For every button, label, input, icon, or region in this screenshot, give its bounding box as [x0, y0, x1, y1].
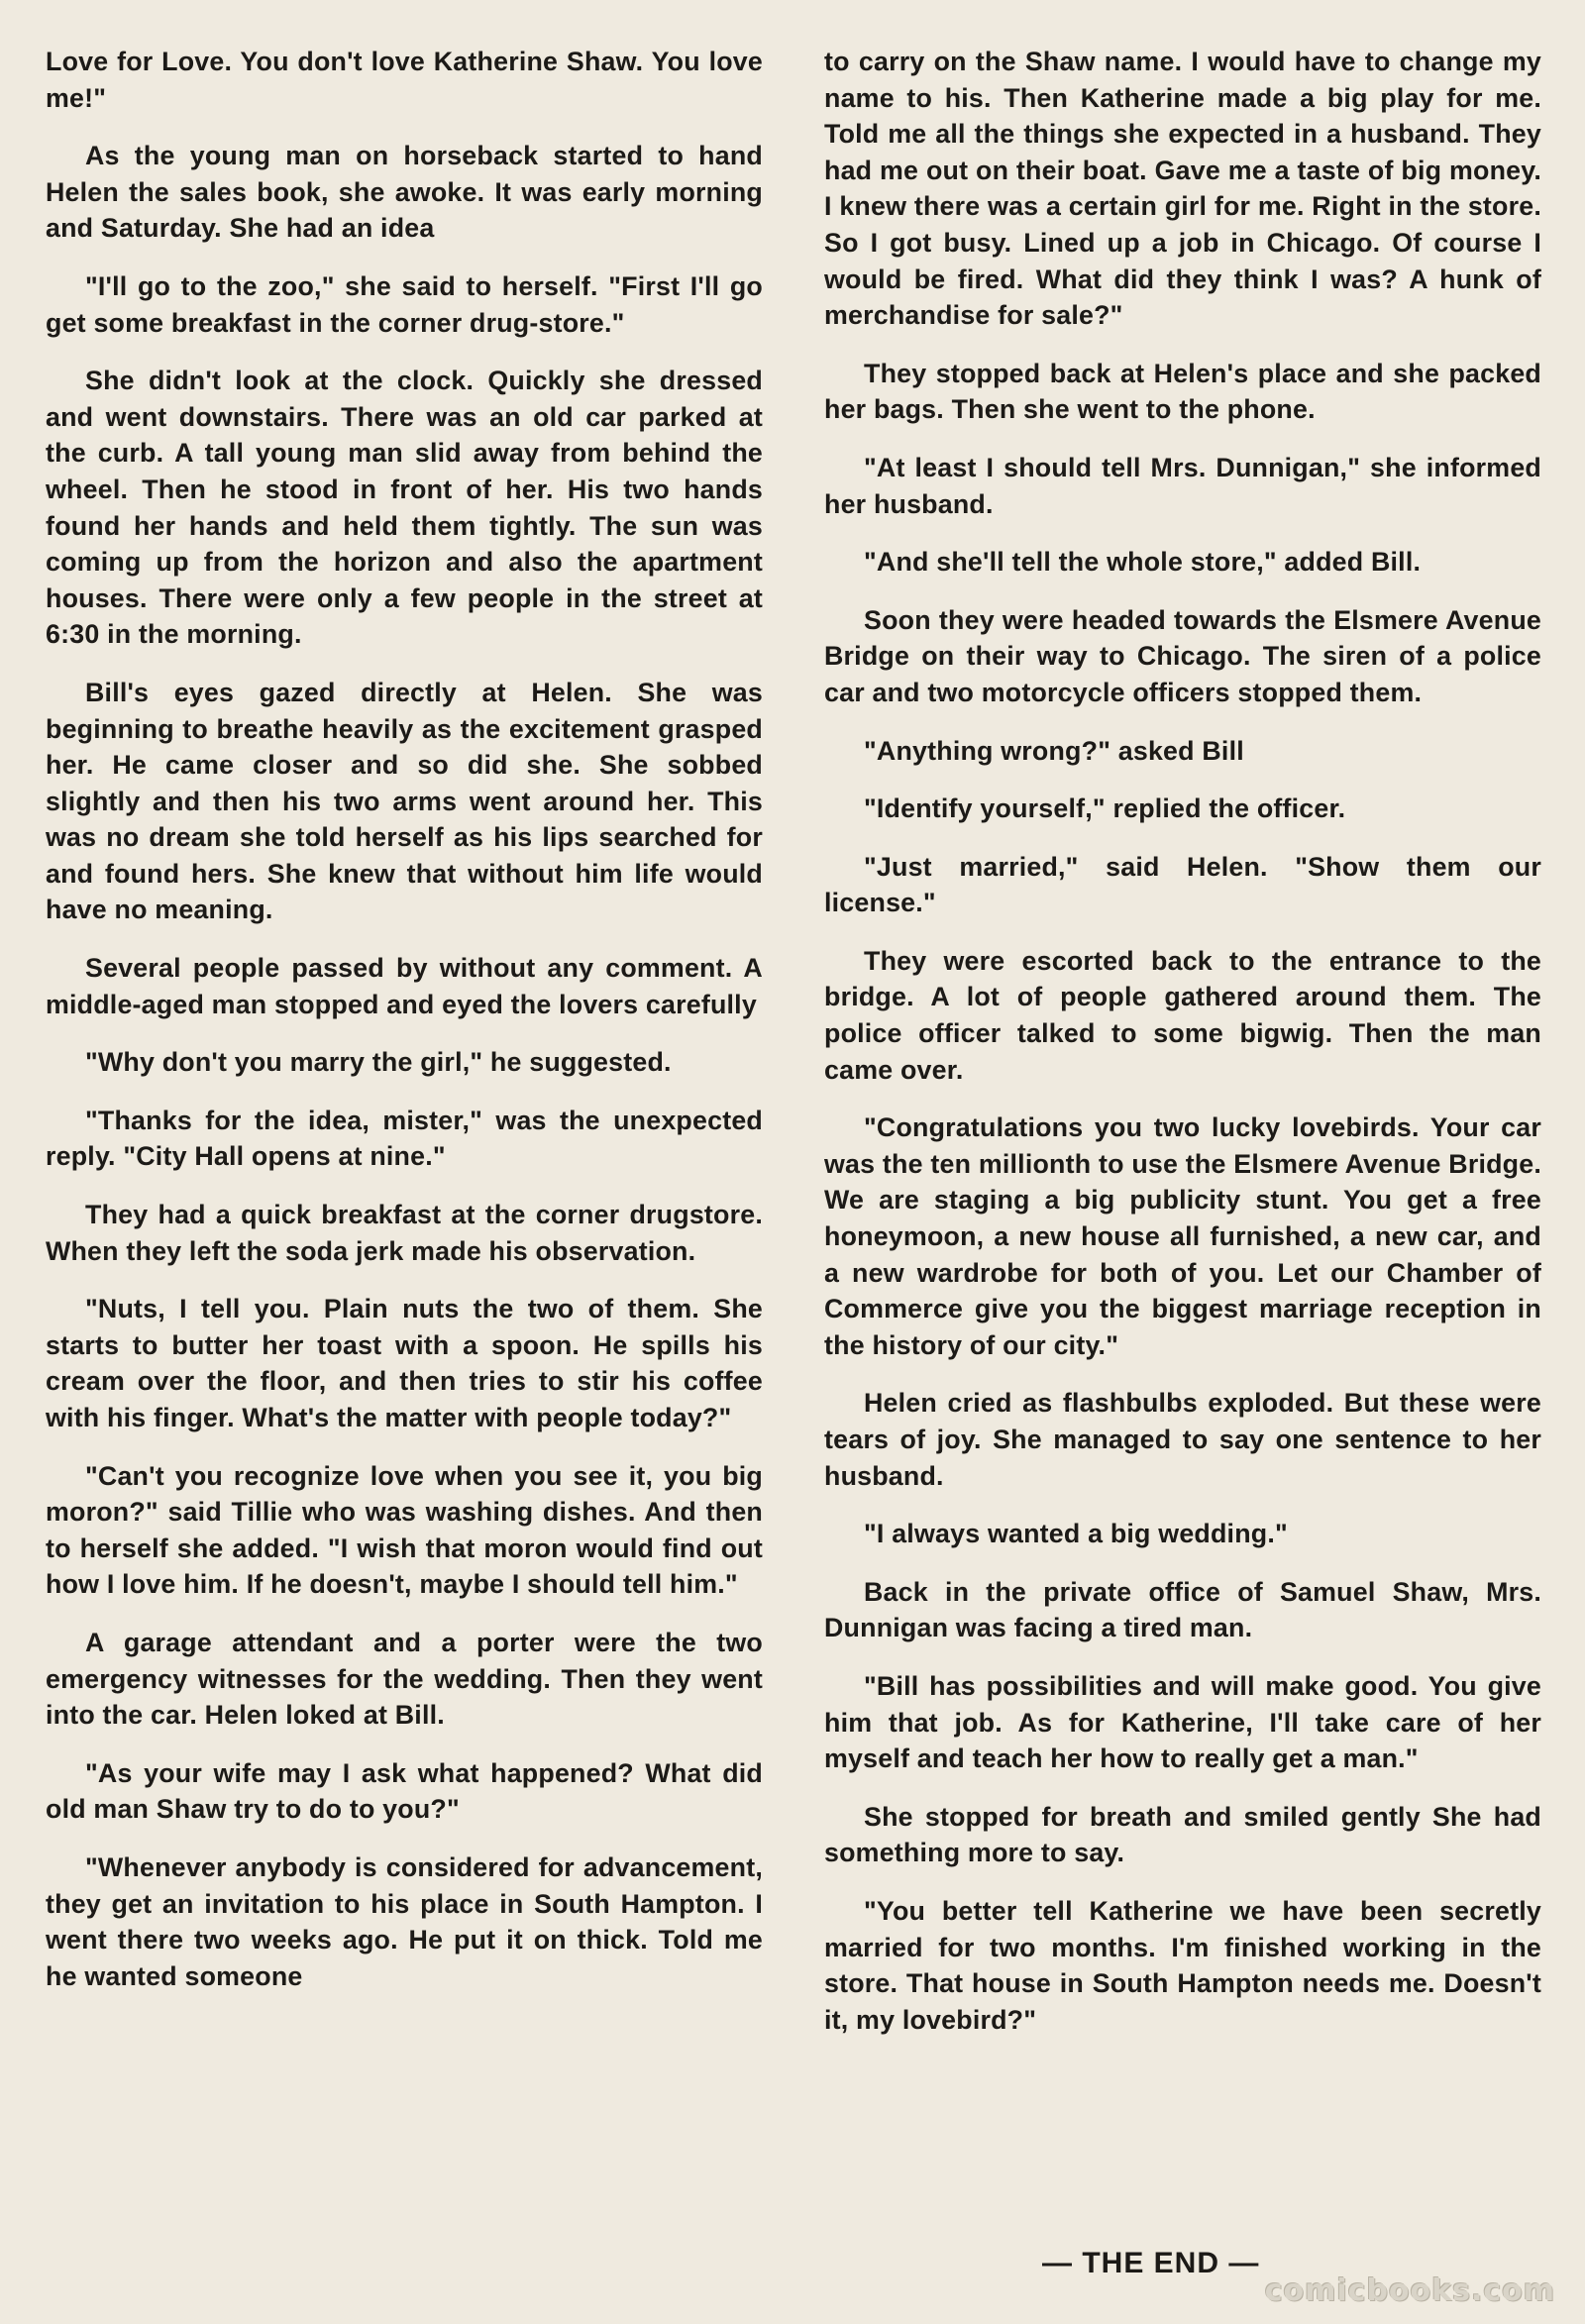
- paragraph: "Thanks for the idea, mister," was the unexpected reply. "City Hall opens at nine.": [46, 1105, 763, 1172]
- paragraph: They had a quick breakfast at the corner drugstore. When they left the soda jerk made his observation.: [46, 1200, 763, 1266]
- paragraph: "Can't you recognize love when you see it, you big moron?" said Tillie who was washing dishes. And then to herself she added. "I wish that moron would find out how I love him. If he doesn't, maybe I should tell him.": [46, 1460, 763, 1600]
- paragraph: "As your wife may I ask what happened? What did old man Shaw try to do to you?": [46, 1757, 763, 1825]
- paragraph: "I always wanted a big wedding.": [864, 1519, 1288, 1549]
- paragraph: Soon they were headed towards the Elsmere Avenue Bridge on their way to Chicago. The siren of a police car and two motorcycle officers stopped them.: [824, 604, 1541, 707]
- paragraph: Helen cried as flashbulbs exploded. But these were tears of joy. She managed to say one sentence to her husband.: [824, 1388, 1541, 1491]
- paragraph: Love for Love. You don't love Katherine Shaw. You love me!": [46, 47, 763, 113]
- paragraph: She didn't look at the clock. Quickly she dressed and went downstairs. There was an old car parked at the curb. A tall young man slid away from behind the wheel. Then he stood in front of her. His two hands found her hands and held them tightly. The sun was coming up from the horizon and also the apartment houses. There were only a few people in the street at 6:30 in the morning.: [46, 366, 763, 650]
- paragraph: "You better tell Katherine we have been secretly married for two months. I'm finished working in the store. That house in South Hampton needs me. Doesn't it, my lovebird?": [824, 1895, 1541, 2035]
- paragraph: Bill's eyes gazed directly at Helen. She was beginning to breathe heavily as the excitement grasped her. He came closer and so did she. She sobbed slightly and then his two arms went around her. This was no dream she told herself as his lips searched for and found hers. She knew that without him life would have no meaning.: [46, 677, 763, 925]
- paragraph: Back in the private office of Samuel Shaw, Mrs. Dunnigan was facing a tired man.: [824, 1576, 1541, 1643]
- paragraph: Several people passed by without any comment. A middle-aged man stopped and eyed the lovers carefully: [46, 953, 763, 1019]
- left-column: [46, 44, 763, 2016]
- paragraph: A garage attendant and a porter were the two emergency witnesses for the wedding. Then they went into the car. Helen loked at Bill.: [46, 1627, 763, 1731]
- paragraph: "Nuts, I tell you. Plain nuts the two of them. She starts to butter her toast with a spoon. He spills his cream over the floor, and then tries to stir his coffee with his finger. What's the matter with people today?": [46, 1294, 763, 1432]
- paragraph: "And she'll tell the whole store," added Bill.: [864, 547, 1422, 578]
- paragraph: "Why don't you marry the girl," he suggested.: [85, 1047, 672, 1078]
- paragraph: "Anything wrong?" asked Bill: [864, 735, 1244, 766]
- paragraph: "Identify yourself," replied the officer.: [864, 793, 1346, 824]
- the-end-marker: — THE END —: [1042, 2247, 1260, 2279]
- paragraph: They stopped back at Helen's place and she packed her bags. Then she went to the phone.: [824, 358, 1541, 425]
- paragraph: to carry on the Shaw name. I would have to change my name to his. Then Katherine made a big play for me. Told me all the things she expected in a husband. They had me out on their boat. Gave me a taste of big money. I knew there was a certain girl for me. Right in the store. So I got busy. Lined up a job in Chicago. Of course I would be fired. What did they think I was? A hunk of merchandise for sale?": [824, 47, 1541, 331]
- right-column: [824, 44, 1541, 2060]
- paragraph: They were escorted back to the entrance to the bridge. A lot of people gathered around them. The police officer talked to some bigwig. Then the man came over.: [824, 945, 1541, 1085]
- paragraph: "Whenever anybody is considered for advancement, they get an invitation to his place in South Hampton. I went there two weeks ago. He put it on thick. Told me he wanted someone: [46, 1851, 763, 1991]
- paragraph: "Just married," said Helen. "Show them our license.": [824, 851, 1541, 918]
- paragraph: As the young man on horseback started to hand Helen the sales book, she awoke. It was early morning and Saturday. She had an idea: [46, 141, 763, 244]
- paragraph: "Congratulations you two lucky lovebirds. Your car was the ten millionth to use the Elsmere Avenue Bridge. We are staging a big publicity stunt. You get a free honeymoon, a new house all furnished, a new car, and a new wardrobe for both of you. Let our Chamber of Commerce give you the biggest marriage reception in the history of our city.": [824, 1112, 1541, 1360]
- paragraph: "I'll go to the zoo," she said to herself. "First I'll go get some breakfast in the corner drug-store.": [46, 270, 763, 338]
- paragraph: "Bill has possibilities and will make good. You give him that job. As for Katherine, I'll take care of her myself and teach her how to really get a man.": [824, 1670, 1541, 1774]
- paragraph: "At least I should tell Mrs. Dunnigan," she informed her husband.: [824, 452, 1541, 519]
- site-watermark: comicbooks.com: [1264, 2273, 1555, 2308]
- paragraph: She stopped for breath and smiled gently She had something more to say.: [824, 1801, 1541, 1868]
